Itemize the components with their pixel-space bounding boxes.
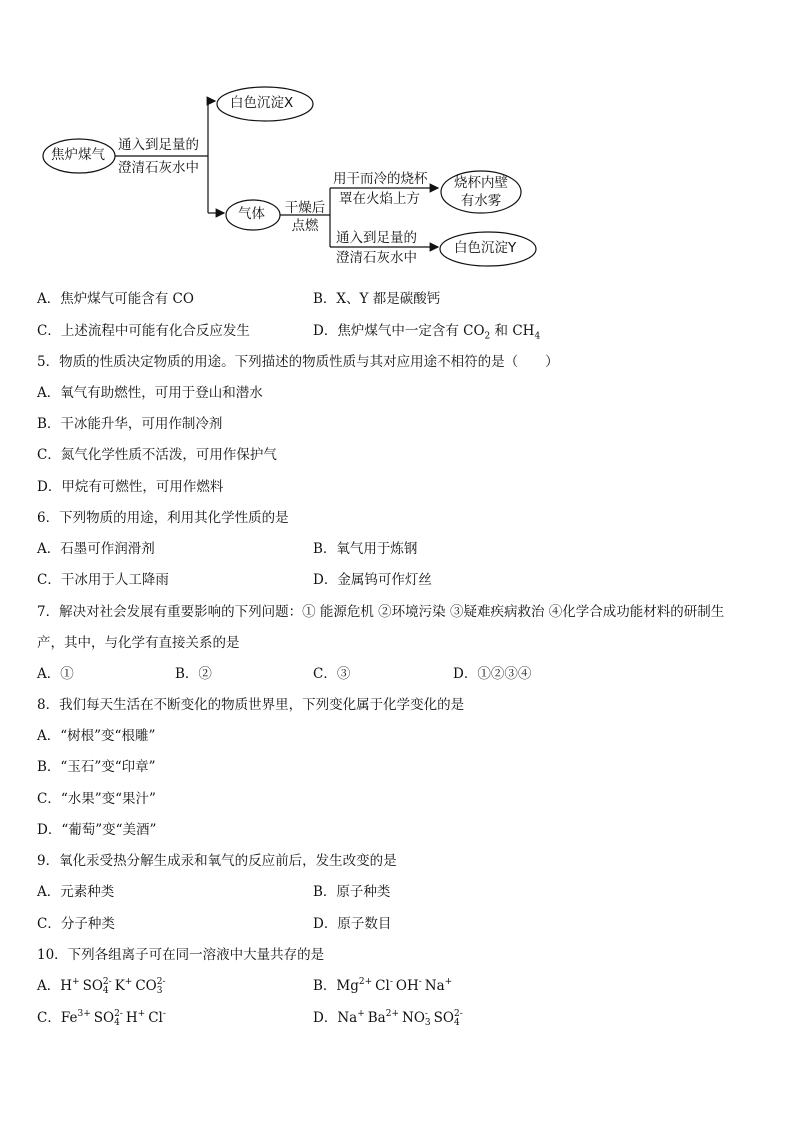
diagram-precipitate-x: 白色沉淀X	[230, 95, 294, 111]
q10-a-ions	[60, 978, 168, 994]
ion-subscript	[163, 1019, 166, 1028]
q5-option-b: B．干冰能升华，可用作制冷剂	[37, 416, 223, 432]
ion-charge: 2-	[114, 1008, 123, 1019]
q6-stem: 6．下列物质的用途，利用其化学性质的是	[37, 510, 289, 526]
q4-option-a: A．焦炉煤气可能含有 CO	[37, 291, 194, 307]
ion-symbol: Cl	[375, 978, 390, 994]
ion-script	[103, 978, 112, 996]
ion-charge: 2+	[385, 1008, 400, 1019]
q10-b-ions	[336, 978, 455, 994]
q7-option-a: A．①	[37, 666, 74, 682]
q10-option-b	[313, 977, 455, 996]
ion-script	[138, 1010, 146, 1028]
q4-d-text2: 和 CH	[490, 323, 535, 339]
ion-charge: 3+	[77, 1008, 91, 1019]
ion-symbol: Ba	[367, 1010, 386, 1026]
q9-option-a: A．元素种类	[37, 884, 115, 900]
q10-option-d	[313, 1009, 466, 1028]
diagram-result-a-line2: 有水雾	[460, 193, 502, 209]
ion-charge: -	[162, 1008, 166, 1019]
ion-symbol: H	[125, 1010, 138, 1026]
ion-formula	[61, 1010, 91, 1026]
q4-d-sub1: 2	[484, 331, 491, 342]
diagram-gas-label: 气体	[238, 206, 265, 222]
diagram-step1-line2: 澄清石灰水中	[118, 160, 199, 176]
ion-symbol: Na	[424, 978, 445, 994]
diagram-step3b-line1: 通入到足量的	[336, 230, 417, 246]
ion-symbol: SO	[82, 978, 103, 994]
ion-formula	[375, 978, 393, 994]
diagram-step3a-line2: 罩在火焰上方	[339, 191, 420, 207]
diagram-step3a-line1: 用干而冷的烧杯	[333, 171, 428, 187]
ion-subscript	[125, 987, 133, 996]
diagram-precipitate-y: 白色沉淀Y	[454, 240, 517, 256]
ion-charge: -	[424, 1008, 428, 1019]
q10-stem: 10．下列各组离子可在同一溶液中大量共存的是	[37, 947, 325, 963]
ion-subscript	[445, 987, 453, 996]
ion-formula	[425, 978, 452, 994]
ion-script	[445, 978, 453, 996]
q7-option-c: C．③	[313, 666, 351, 682]
q7-stem-line2: 产，其中，与化学有直接关系的是	[37, 635, 240, 651]
q6-option-b: B．氧气用于炼钢	[313, 541, 418, 557]
ion-subscript	[359, 987, 372, 996]
ion-charge: +	[137, 1008, 146, 1019]
ion-formula	[83, 978, 112, 994]
ion-charge: 2-	[102, 976, 112, 987]
ion-charge: +	[357, 1008, 365, 1019]
ion-symbol: K	[114, 978, 125, 994]
q5-stem: 5．物质的性质决定物质的用途。下列描述的物质性质与其对应用途不相符的是（ ）	[37, 354, 559, 370]
q4-option-c: C．上述流程中可能有化合反应发生	[37, 323, 250, 339]
ion-script	[157, 978, 166, 996]
diagram-step2-line1: 干燥后	[284, 200, 326, 216]
ion-formula	[94, 1010, 123, 1026]
ion-script	[425, 1010, 431, 1028]
q8-option-d: D．“葡萄”变“美酒”	[37, 822, 157, 838]
ion-charge: +	[444, 976, 453, 987]
diagram-start-label: 焦炉煤气	[51, 147, 105, 163]
q7-option-d: D．①②③④	[453, 666, 532, 682]
ion-script	[419, 978, 422, 996]
ion-symbol: Na	[337, 1010, 358, 1026]
q8-option-b: B．“玉石”变“印章”	[37, 759, 156, 775]
ion-formula	[126, 1010, 145, 1026]
q4-d-sub2: 4	[534, 331, 541, 342]
ion-charge: -	[389, 976, 393, 987]
ion-symbol: H	[60, 978, 73, 994]
ion-charge: +	[124, 976, 133, 987]
q6-option-d: D．金属钨可作灯丝	[313, 572, 432, 588]
ion-formula	[402, 1010, 431, 1026]
q8-option-a: A．“树根”变“根雕”	[37, 728, 156, 744]
q10-d-label: D．	[313, 1010, 338, 1026]
ion-charge: 2-	[453, 1008, 463, 1019]
diagram-step3b-line2: 澄清石灰水中	[336, 250, 417, 266]
q5-option-c: C．氮气化学性质不活泼，可用作保护气	[37, 447, 277, 463]
q10-option-c	[37, 1009, 169, 1028]
ion-script	[454, 1010, 463, 1028]
q10-a-label: A．	[37, 978, 61, 994]
ion-subscript	[390, 987, 393, 996]
ion-subscript: 4	[114, 1017, 120, 1028]
ion-script	[357, 1010, 365, 1028]
ion-subscript	[419, 987, 422, 996]
ion-formula	[60, 978, 79, 994]
ion-symbol: SO	[433, 1010, 454, 1026]
ion-symbol: Cl	[148, 1010, 163, 1026]
ion-symbol: Fe	[60, 1010, 78, 1026]
flow-diagram	[40, 84, 550, 274]
q4-option-b: B．X、Y 都是碳酸钙	[313, 291, 441, 307]
q5-option-d: D．甲烷有可燃性，可用作燃料	[37, 479, 224, 495]
q10-b-label: B．	[313, 978, 337, 994]
q10-option-a	[37, 977, 169, 996]
ion-script	[386, 1010, 399, 1028]
diagram-result-a-line1: 烧杯内壁	[454, 175, 508, 191]
ion-formula	[368, 1010, 399, 1026]
q6-option-a: A．石墨可作润滑剂	[37, 541, 155, 557]
q10-c-label: C．	[37, 1010, 61, 1026]
ion-formula	[336, 978, 372, 994]
ion-script	[125, 978, 133, 996]
diagram-step2-line2: 点燃	[291, 218, 319, 234]
diagram-step1-line1: 通入到足量的	[118, 137, 199, 153]
ion-symbol: SO	[93, 1010, 115, 1026]
ion-script	[77, 1010, 90, 1028]
ion-subscript: 3	[424, 1017, 431, 1028]
ion-formula	[148, 1010, 166, 1026]
ion-charge: 2-	[156, 976, 166, 987]
q7-option-b: B．②	[175, 666, 212, 682]
ion-script	[359, 978, 372, 996]
ion-symbol: Mg	[336, 978, 359, 994]
ion-subscript: 3	[156, 985, 163, 996]
q5-option-a: A．氧气有助燃性，可用于登山和潜水	[37, 385, 263, 401]
ion-subscript	[386, 1019, 399, 1028]
q4-d-text1: D．焦炉煤气中一定含有 CO	[313, 323, 485, 339]
ion-charge: 2+	[358, 976, 373, 987]
q10-d-ions	[337, 1010, 465, 1026]
q8-option-c: C．“水果”变“果汁”	[37, 791, 156, 807]
ion-script	[114, 1010, 123, 1028]
ion-script	[390, 978, 393, 996]
ion-script	[72, 978, 80, 996]
ion-script	[163, 1010, 166, 1028]
q10-c-ions	[61, 1010, 169, 1026]
ion-symbol: CO	[135, 978, 157, 994]
q9-option-b: B．原子种类	[313, 884, 391, 900]
ion-subscript: 4	[453, 1017, 460, 1028]
ion-formula	[337, 1010, 364, 1026]
ion-symbol: OH	[395, 978, 419, 994]
q4-option-d	[313, 322, 540, 340]
q7-stem-line1: 7．解决对社会发展有重要影响的下列问题：① 能源危机 ②环境污染 ③疑难疾病救治 ④化学合成功能材料的研制生	[37, 604, 725, 620]
ion-subscript: 4	[102, 985, 109, 996]
ion-charge: +	[72, 976, 80, 987]
ion-formula	[434, 1010, 463, 1026]
ion-subscript	[357, 1019, 365, 1028]
ion-formula	[135, 978, 165, 994]
ion-charge: -	[418, 976, 422, 987]
ion-subscript	[72, 987, 80, 996]
q9-option-d: D．原子数目	[313, 916, 392, 932]
ion-subscript	[138, 1019, 146, 1028]
q9-stem: 9．氧化汞受热分解生成汞和氧气的反应前后，发生改变的是	[37, 853, 397, 869]
ion-formula	[115, 978, 133, 994]
ion-subscript	[77, 1019, 90, 1028]
ion-formula	[396, 978, 422, 994]
q6-option-c: C．干冰用于人工降雨	[37, 572, 169, 588]
q8-stem: 8．我们每天生活在不断变化的物质世界里，下列变化属于化学变化的是	[37, 697, 465, 713]
q9-option-c: C．分子种类	[37, 916, 115, 932]
ion-symbol: NO	[402, 1010, 425, 1026]
